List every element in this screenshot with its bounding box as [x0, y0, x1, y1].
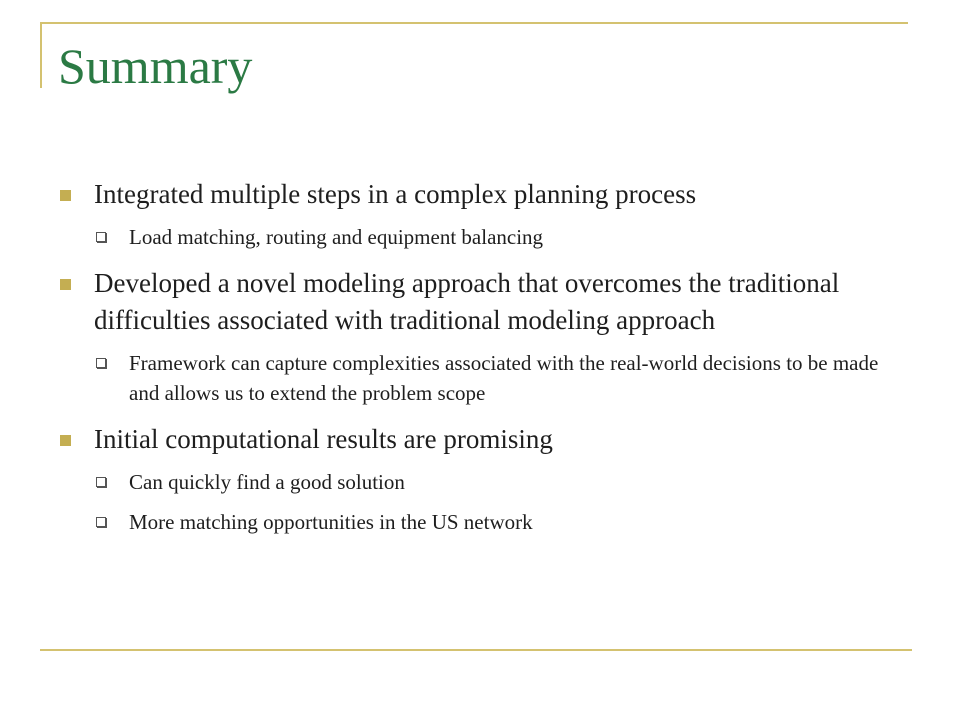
bullet-item — [60, 265, 900, 339]
hollow-square-bullet-icon — [96, 477, 106, 487]
slide-title: Summary — [58, 38, 253, 94]
sub-bullet-text: Load matching, routing and equipment balancing — [129, 225, 544, 249]
hollow-square-bullet-icon — [96, 358, 106, 368]
square-bullet-icon — [60, 190, 71, 201]
left-rule — [40, 22, 42, 88]
bullet-text: Integrated multiple steps in a complex planning process — [94, 179, 697, 209]
square-bullet-icon — [60, 435, 71, 446]
bullet-text: Initial computational results are promising — [94, 424, 553, 454]
sub-bullet-item — [94, 507, 900, 537]
bullet-item — [60, 176, 900, 213]
sub-bullet-text: Can quickly find a good solution — [129, 470, 405, 494]
sub-bullet-item — [94, 467, 900, 497]
sub-bullet-item — [94, 222, 900, 252]
bullet-list — [60, 176, 900, 537]
top-rule — [40, 22, 908, 24]
sub-bullet-text: Framework can capture complexities associated with the real-world decisions to be made and allows us to extend the problem scope — [129, 351, 879, 405]
bottom-rule — [40, 649, 912, 651]
square-bullet-icon — [60, 279, 71, 290]
hollow-square-bullet-icon — [96, 517, 106, 527]
sub-bullet-text: More matching opportunities in the US network — [129, 510, 533, 534]
hollow-square-bullet-icon — [96, 232, 106, 242]
sub-bullet-item — [94, 348, 900, 408]
bullet-text: Developed a novel modeling approach that overcomes the traditional difficulties associated with traditional modeling approach — [94, 268, 840, 335]
bullet-item — [60, 421, 900, 458]
